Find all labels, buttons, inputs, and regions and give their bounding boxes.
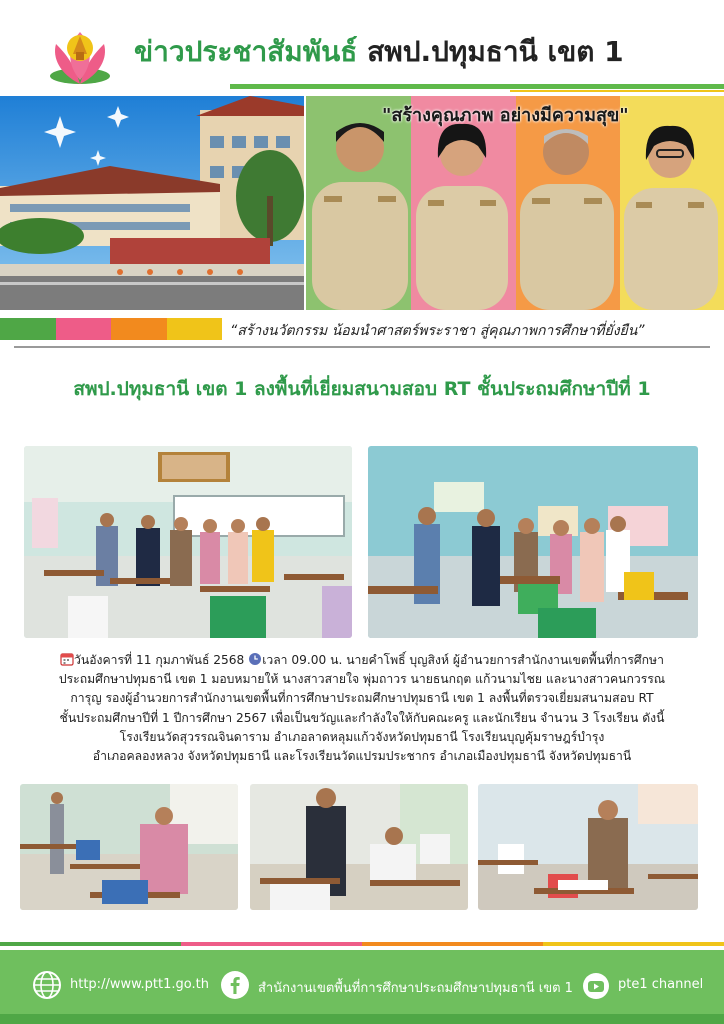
- exam-room-photo-1: [20, 784, 238, 910]
- footer-strip-pink: [181, 942, 362, 946]
- exam-room-photo-3: [478, 784, 698, 910]
- globe-icon: [32, 970, 62, 1000]
- header-title-org: สพป.ปทุมธานี เขต 1: [367, 35, 624, 68]
- color-bar-pink: [56, 318, 112, 340]
- body-line-5: โรงเรียนวัดสุวรรณจินดาราม อำเภอลาดหลุมแก้วจังหวัดปทุมธานี โรงเรียนบุญคุ้มราษฎร์บำรุง: [119, 729, 605, 744]
- footer-bottom-band: [0, 1014, 724, 1024]
- color-bar-green: [0, 318, 56, 340]
- body-date: วันอังคารที่ 11 กุมภาพันธ์ 2568: [74, 653, 249, 667]
- body-line-4: ชั้นประถมศึกษาปีที่ 1 ปีการศึกษา 2567 เพื่อเป็นขวัญและกำลังใจให้กับคณะครู และนักเรียน จำนวน 3 โรงเรียน ดังนี้: [59, 710, 665, 725]
- calendar-icon: [60, 652, 74, 666]
- body-time-text: เวลา 09.00 น. นายคำโพธิ์ บุญสิงห์ ผู้อำนวยการสำนักงานเขตพื้นที่การศึกษา: [262, 653, 664, 667]
- header-title: [134, 30, 624, 74]
- footer-strip-yellow: [543, 942, 724, 946]
- body-line-3: การุญ รองผู้อำนวยการสำนักงานเขตพื้นที่การศึกษาประถมศึกษาปทุมธานี เขต 1 ลงพื้นที่ตรวจเยี่ยมสนามสอบ RT: [70, 691, 654, 706]
- motto-divider: [14, 346, 710, 348]
- color-bar-orange: [111, 318, 167, 340]
- website-link[interactable]: http://www.ptt1.go.th: [70, 977, 209, 992]
- header-underline-accent: [510, 90, 724, 92]
- clock-icon: [248, 652, 262, 666]
- color-bars: [0, 318, 222, 340]
- facebook-icon: [220, 970, 250, 1000]
- footer-strip-green: [0, 942, 181, 946]
- classroom-visit-photo-2: [368, 446, 698, 638]
- news-headline: สพป.ปทุมธานี เขต 1 ลงพื้นที่เยี่ยมสนามสอบ RT ชั้นประถมศึกษาปีที่ 1: [73, 378, 651, 400]
- youtube-icon: [582, 972, 610, 1000]
- youtube-channel-link[interactable]: pte1 channel: [618, 977, 704, 992]
- school-building-photo: [0, 96, 304, 310]
- motto-text: “สร้างนวัตกรรม น้อมนำศาสตร์พระราชา สู่คุณภาพการศึกษาที่ยั่งยืน”: [230, 323, 645, 339]
- exam-room-photo-2: [250, 784, 468, 910]
- body-line-1: [24, 651, 700, 670]
- footer-color-strip: [0, 942, 724, 946]
- lotus-emblem-logo: [42, 14, 118, 90]
- news-body: [24, 651, 700, 766]
- facebook-page-link[interactable]: สำนักงานเขตพื้นที่การศึกษาประถมศึกษาปทุมธานี เขต 1: [258, 981, 573, 996]
- color-bar-yellow: [167, 318, 223, 340]
- hero-slogan: "สร้างคุณภาพ อย่างมีความสุข": [382, 105, 629, 126]
- body-line-6: อำเภอคลองหลวง จังหวัดปทุมธานี และโรงเรียนวัดแปรมประชากร อำเภอเมืองปทุมธานี จังหวัดปทุมธานี: [92, 749, 632, 764]
- header-title-thai: ข่าวประชาสัมพันธ์: [134, 35, 358, 68]
- classroom-visit-photo-1: [24, 446, 352, 638]
- footer-strip-orange: [362, 942, 543, 946]
- body-line-2: ประถมศึกษาปทุมธานี เขต 1 มอบหมายให้ นางสาวสายใจ พุ่มถาวร นายธนกฤต แก้วนามไชย และนางสาวคนกวรรณ: [58, 672, 666, 687]
- header-underline: [230, 84, 724, 89]
